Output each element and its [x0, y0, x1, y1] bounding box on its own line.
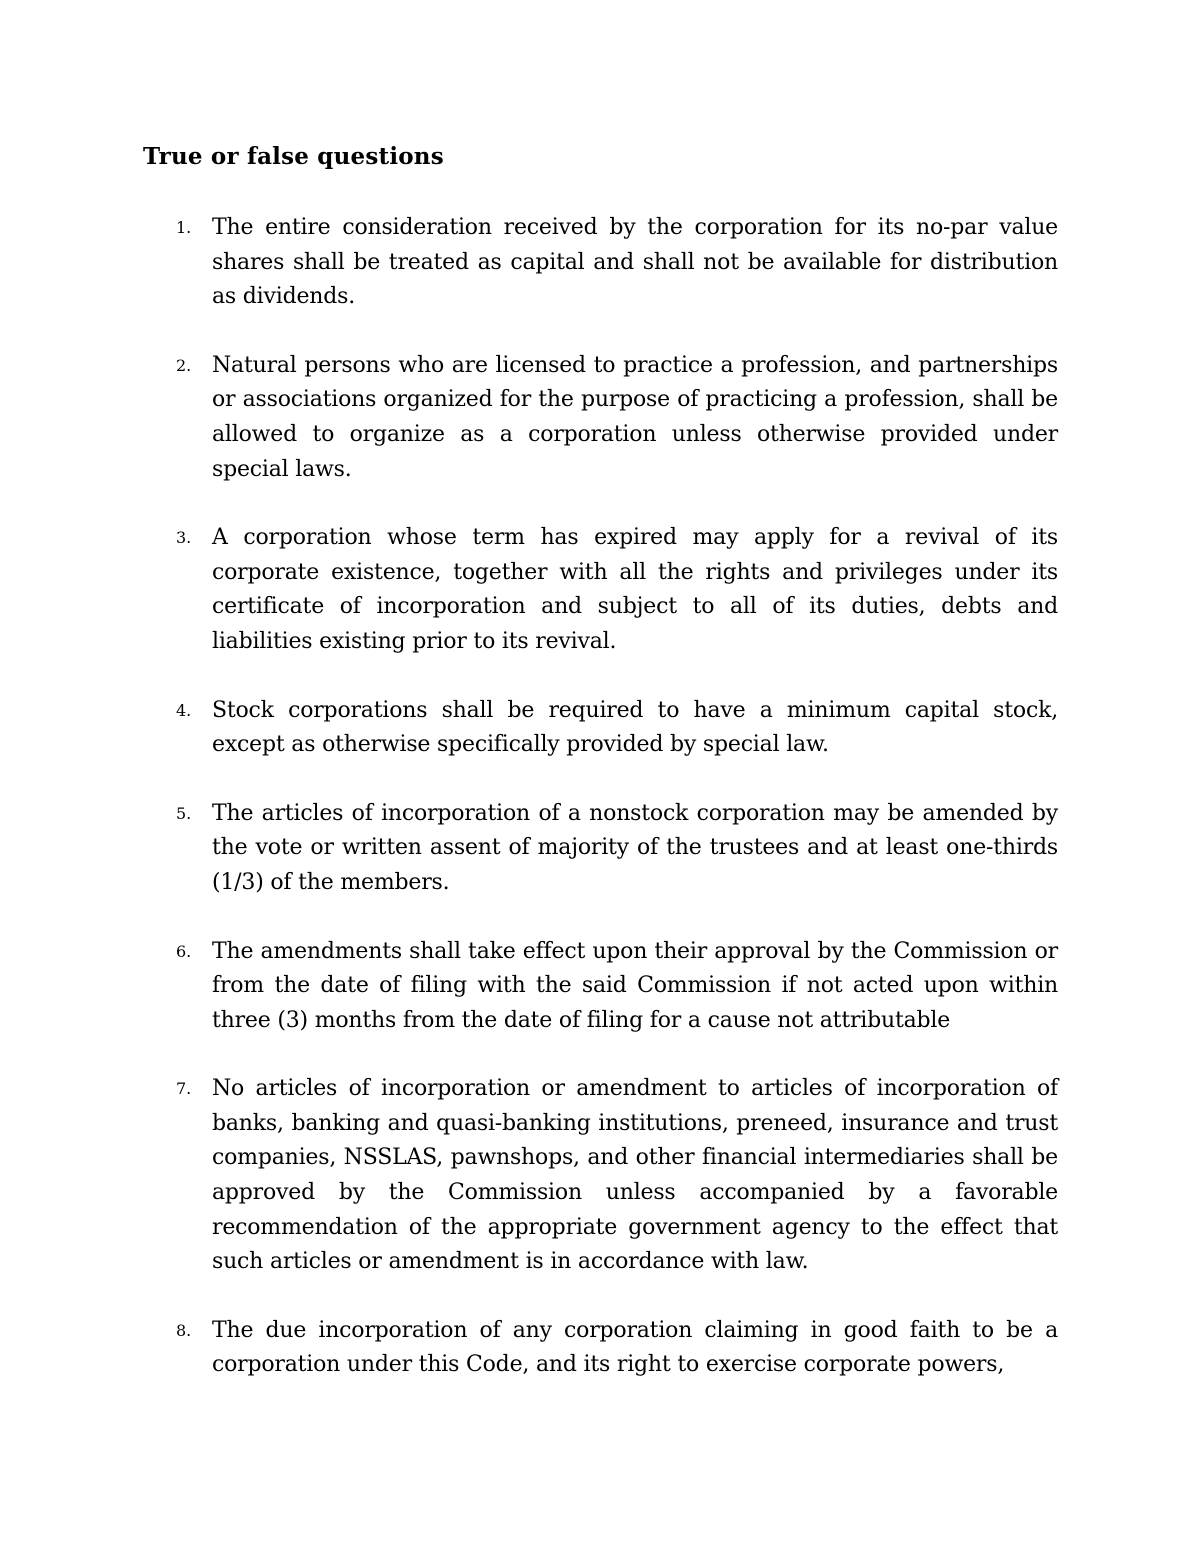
question-number: 1.: [176, 218, 192, 237]
list-item: [0, 935, 1200, 1039]
list-item: [0, 1314, 1200, 1383]
list-item: [0, 694, 1200, 763]
list-item: [0, 1072, 1200, 1280]
list-item: [0, 797, 1200, 901]
list-item: [0, 521, 1200, 659]
question-list: [0, 211, 1200, 1417]
page-title: True or false questions: [143, 143, 444, 170]
question-text: Natural persons who are licensed to practice a profession, and partnerships or associations organized for the purpose of practicing a profession, shall be allowed to organize as a corporation unless otherwise provided under special laws.: [212, 352, 1058, 482]
question-text: No articles of incorporation or amendment to articles of incorporation of banks, banking and quasi-banking institutions, preneed, insurance and trust companies, NSSLAS, pawnshops, and other financial intermediaries shall be approved by the Commission unless accompanied by a favorable recommendation of the appropriate government agency to the effect that such articles or amendment is in accordance with law.: [212, 1076, 1058, 1275]
question-text: The amendments shall take effect upon their approval by the Commission or from the date of filing with the said Commission if not acted upon within three (3) months from the date of filing for a cause not attributable: [212, 938, 1058, 1033]
question-number: 3.: [176, 528, 192, 548]
question-text: Stock corporations shall be required to have a minimum capital stock, except as otherwise specifically provided by special law.: [212, 697, 1058, 758]
question-text: A corporation whose term has expired may apply for a revival of its corporate existence, together with all the rights and privileges under its certificate of incorporation and subject to all of its duties, debts and liabilities existing prior to its revival.: [212, 525, 1058, 654]
question-number: 8.: [176, 1320, 192, 1340]
list-item: [0, 211, 1200, 315]
question-text: The due incorporation of any corporation claiming in good faith to be a corporation under this Code, and its right to exercise corporate powers,: [212, 1317, 1058, 1378]
list-item: [0, 349, 1200, 487]
question-number: 2.: [176, 355, 192, 375]
question-number: 6.: [176, 941, 192, 961]
question-number: 4.: [176, 700, 192, 720]
question-text: The articles of incorporation of a nonstock corporation may be amended by the vote or written assent of majority of the trustees and at least one-thirds (1/3) of the members.: [212, 800, 1058, 895]
question-number: 7.: [176, 1079, 192, 1099]
question-text: The entire consideration received by the corporation for its no-par value shares shall be treated as capital and shall not be available for distribution as dividends.: [212, 215, 1058, 310]
question-number: 5.: [176, 803, 192, 823]
